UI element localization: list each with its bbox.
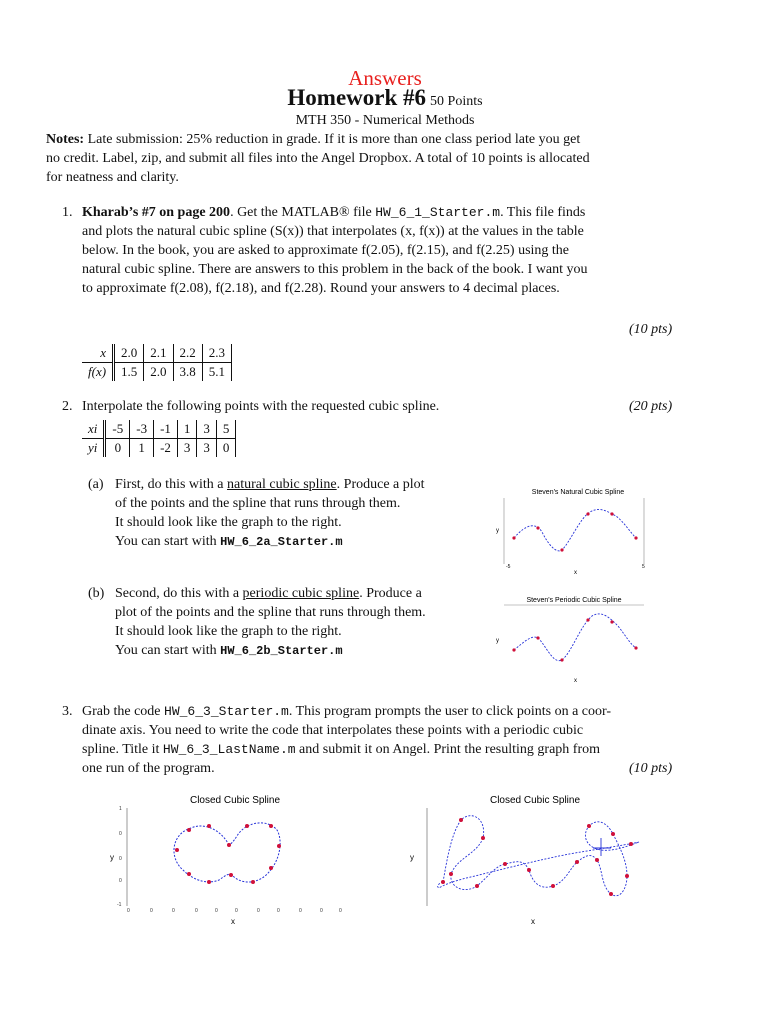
notes-line1: Late submission: 25% reduction in grade. If it is more than one class period late you get (87, 132, 581, 147)
table-cell: 0 (216, 439, 236, 458)
table-cell: 5.1 (202, 363, 231, 382)
notes-line3: for neatness and clarity. (46, 170, 179, 185)
problem1-line2: and plots the natural cubic spline (S(x)) that interpolates (x, f(x)) at the values in the table (82, 224, 584, 239)
natural-spline-plot (490, 484, 656, 578)
data-point (536, 526, 539, 529)
problem3-line3a: spline. Title it (82, 742, 163, 757)
closed-spline-heart-plot (105, 790, 355, 930)
problem1-number: 1. (62, 205, 73, 220)
problem1-text (82, 203, 692, 298)
tick-label: 5 (642, 564, 645, 570)
data-point (207, 824, 211, 828)
axis-x-label: x (574, 678, 577, 684)
course-name: MTH 350 - Numerical Methods (295, 113, 475, 128)
data-point (475, 884, 479, 888)
part-a-line2: of the points and the spline that runs through them. (115, 496, 401, 511)
problem2-table (82, 420, 236, 457)
scribble-spline-curve (438, 816, 639, 896)
data-point (187, 872, 191, 876)
page-title (0, 85, 770, 111)
table-cell: -1 (154, 420, 178, 439)
table-cell: 0 (105, 439, 130, 458)
data-point (634, 536, 637, 539)
homework-title: Homework #6 (287, 85, 427, 110)
crosshair-icon (593, 838, 611, 856)
problem3-text (82, 702, 692, 778)
data-point (575, 860, 579, 864)
tick-label: 1 (119, 806, 122, 812)
problem3-number: 3. (62, 704, 73, 719)
part-a-line3: It should look like the graph to the right. (115, 515, 342, 530)
natural-spline-term: natural cubic spline (227, 477, 337, 492)
problem3-file2: HW_6_3_LastName.m (162, 742, 296, 757)
part-a-line4: You can start with (115, 534, 221, 549)
part-b-line1b: . Produce a (359, 586, 422, 601)
tick-label: 0 (195, 908, 198, 914)
problem1-line1a: . Get the MATLAB® file (230, 205, 376, 220)
table-cell: 3 (197, 420, 217, 439)
problem3-line1b: . This program prompts the user to click points on a coor- (288, 704, 612, 719)
data-point (269, 824, 273, 828)
tick-label: 0 (150, 908, 153, 914)
data-point (245, 824, 249, 828)
axis-y-label: y (496, 528, 499, 534)
part-b-line3: It should look like the graph to the right. (115, 624, 342, 639)
part-b-line1a: Second, do this with a (115, 586, 243, 601)
axis-y-label: y (110, 853, 114, 862)
problem2-points: (20 pts) (629, 399, 673, 414)
data-point (610, 512, 613, 515)
tick-label: 0 (119, 856, 122, 862)
plot-title: Closed Cubic Spline (189, 795, 281, 806)
tick-label: 0 (127, 908, 130, 914)
data-point (551, 884, 555, 888)
data-point (595, 858, 599, 862)
part-a-line1a: First, do this with a (115, 477, 228, 492)
table-cell: 1 (130, 439, 154, 458)
notes-label: Notes: (46, 132, 85, 147)
problem3-file1: HW_6_3_Starter.m (164, 704, 289, 719)
tick-label: 0 (339, 908, 342, 914)
table-cell: -5 (105, 420, 130, 439)
closed-spline-scribble-plot (405, 790, 655, 930)
table-cell: 2.0 (114, 344, 144, 363)
problem3-line3b: and submit it on Angel. Print the resulting graph from (295, 742, 601, 757)
table-cell: 5 (216, 420, 236, 439)
data-point (512, 648, 515, 651)
problem1-ref: Kharab’s #7 on page 200 (82, 205, 231, 220)
problem2-number: 2. (62, 399, 73, 414)
table-cell: -3 (130, 420, 154, 439)
data-point (207, 880, 211, 884)
periodic-spline-plot (490, 592, 656, 686)
table-cell: 1.5 (114, 363, 144, 382)
table-label-x: x (82, 344, 114, 363)
tick-label: 0 (257, 908, 260, 914)
data-point (251, 880, 255, 884)
data-point (481, 836, 485, 840)
tick-label: 0 (235, 908, 238, 914)
table-cell: 2.1 (144, 344, 173, 363)
points-total: 50 Points (430, 94, 483, 109)
answers-heading: Answers (348, 66, 422, 90)
data-point (277, 844, 281, 848)
table-cell: -2 (154, 439, 178, 458)
problem1-line5: to approximate f(2.08), f(2.18), and f(2.28). Round your answers to 4 decimal places. (82, 281, 560, 296)
data-point (512, 536, 515, 539)
tick-label: 0 (299, 908, 302, 914)
table-cell: 3 (197, 439, 217, 458)
data-point (503, 862, 507, 866)
part-b-file: HW_6_2b_Starter.m (220, 644, 343, 658)
axis-x-label: x (231, 917, 235, 926)
notes-block (46, 130, 736, 187)
data-point (634, 646, 637, 649)
data-point (229, 873, 233, 877)
problem1-line4: natural cubic spline. There are answers to this problem in the back of the book. I want you (82, 262, 588, 277)
part-b-line4: You can start with (115, 643, 221, 658)
data-point (449, 872, 453, 876)
table-cell: 3.8 (173, 363, 202, 382)
table-label-fx: f(x) (82, 363, 114, 382)
plot-title: Closed Cubic Spline (489, 795, 581, 806)
spline-curve (514, 614, 636, 661)
axis-x-label: x (574, 570, 577, 576)
tick-label: -5 (506, 564, 511, 570)
problem1-file: HW_6_1_Starter.m (375, 205, 501, 220)
problem2-text: Interpolate the following points with the requested cubic spline. (82, 399, 440, 414)
table-cell: 2.2 (173, 344, 202, 363)
problem1-line3: below. In the book, you are asked to approximate f(2.05), f(2.15), and f(2.25) using the (82, 243, 570, 258)
data-point (187, 828, 191, 832)
problem3-line1a: Grab the code (82, 704, 165, 719)
tick-label: 0 (277, 908, 280, 914)
table-cell: 2.3 (202, 344, 231, 363)
tick-label: 0 (215, 908, 218, 914)
problem3-line2: dinate axis. You need to write the code that interpolates these points with a periodic cubic (82, 723, 584, 738)
part-a-label: (a) (88, 477, 104, 492)
plot-title: Steven's Periodic Cubic Spline (526, 597, 622, 604)
tick-label: 0 (119, 878, 122, 884)
problem1-line1b: . This file finds (500, 205, 586, 220)
part-a-text (115, 475, 485, 552)
table-cell: 3 (177, 439, 197, 458)
data-point (586, 618, 589, 621)
tick-label: 0 (320, 908, 323, 914)
data-point (629, 842, 633, 846)
part-b-line2: plot of the points and the spline that runs through them. (115, 605, 426, 620)
problem3-points: (10 pts) (629, 761, 673, 776)
part-a-line1b: . Produce a plot (336, 477, 425, 492)
data-point (269, 866, 273, 870)
data-point (587, 824, 591, 828)
data-point (610, 620, 613, 623)
data-point (560, 548, 563, 551)
part-a-file: HW_6_2a_Starter.m (220, 535, 343, 549)
data-point (625, 874, 629, 878)
problem1-points: (10 pts) (629, 322, 673, 337)
data-point (441, 880, 445, 884)
table-label-yi: yi (82, 439, 105, 458)
part-b-label: (b) (88, 586, 105, 601)
axis-y-label: y (496, 638, 499, 644)
problem1-table (82, 344, 232, 381)
data-point (175, 848, 179, 852)
data-point (527, 868, 531, 872)
tick-label: 0 (172, 908, 175, 914)
part-b-text (115, 584, 485, 661)
table-label-xi: xi (82, 420, 105, 439)
problem3-line4: one run of the program. (82, 761, 215, 776)
tick-label: 0 (119, 831, 122, 837)
axis-y-label: y (410, 853, 414, 862)
notes-line2: no credit. Label, zip, and submit all files into the Angel Dropbox. A total of 10 points is allocated (46, 151, 590, 166)
data-point (611, 832, 615, 836)
tick-label: -1 (117, 902, 122, 908)
data-point (609, 892, 613, 896)
table-cell: 1 (177, 420, 197, 439)
table-cell: 2.0 (144, 363, 173, 382)
data-point (459, 818, 463, 822)
plot-title: Steven's Natural Cubic Spline (531, 489, 625, 496)
periodic-spline-term: periodic cubic spline (242, 586, 360, 601)
data-point (536, 636, 539, 639)
axis-x-label: x (531, 917, 535, 926)
data-point (586, 512, 589, 515)
data-point (227, 843, 231, 847)
spline-curve (514, 509, 636, 550)
data-point (560, 658, 563, 661)
